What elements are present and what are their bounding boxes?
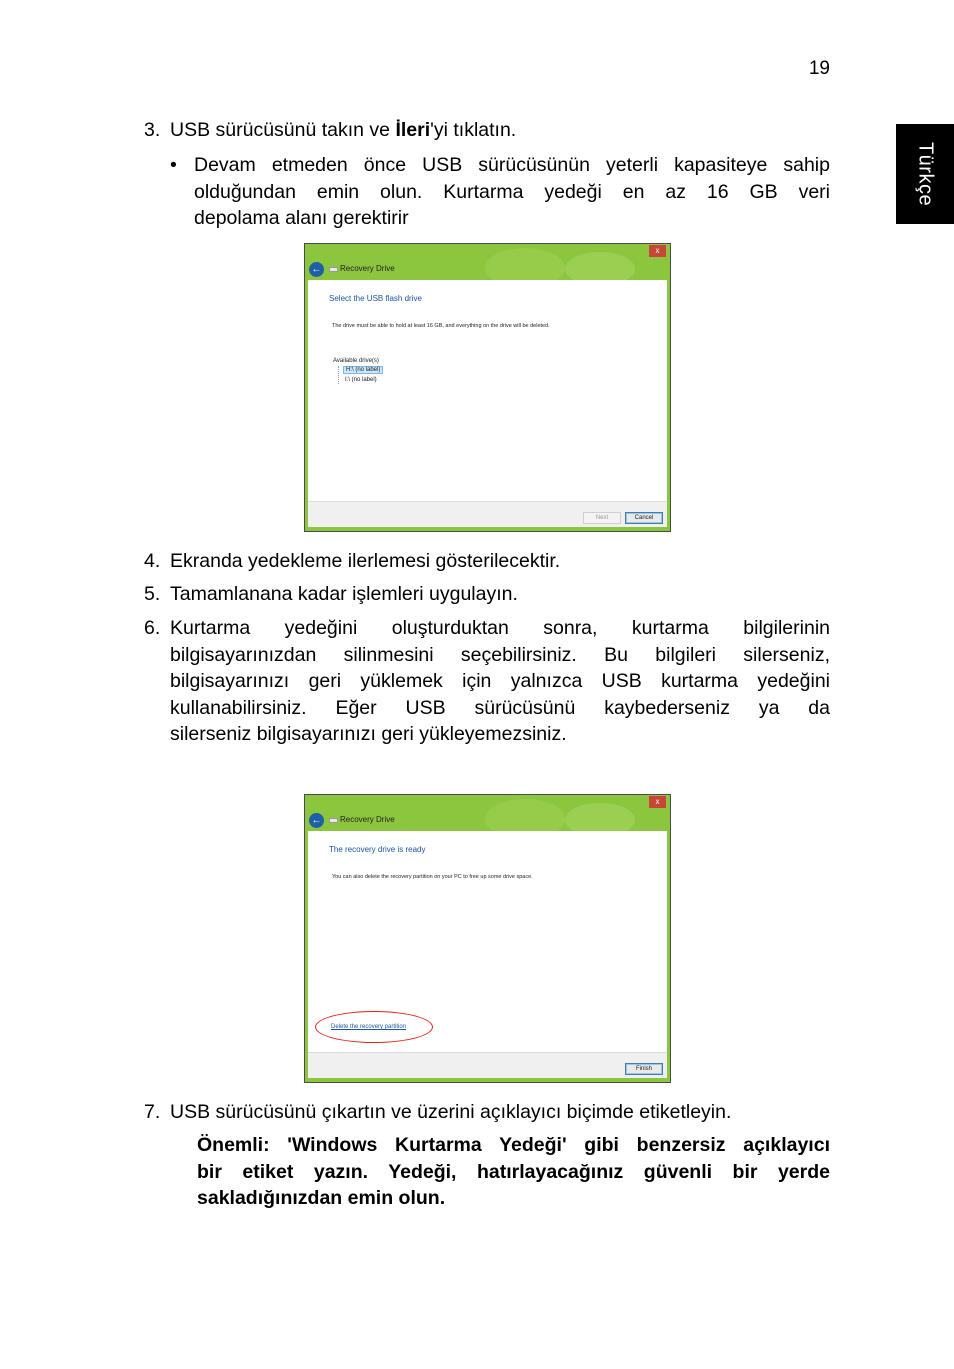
step-7 [144, 1099, 830, 1126]
close-icon[interactable]: x [649, 796, 666, 808]
step-6-line-1: Kurtarma yedeğini oluşturduktan sonra, kurtarma bilgilerinin [170, 617, 830, 639]
step-6-line-4: kullanabilirsiniz. Eğer USB sürücüsünü kaybederseniz ya da [170, 696, 830, 719]
finish-button[interactable]: Finish [625, 1063, 663, 1075]
step-6-line-5: silerseniz bilgisayarınızı geri yükleyemezsiniz. [170, 723, 567, 745]
delete-recovery-partition-link[interactable]: Delete the recovery partition [331, 1024, 407, 1030]
page-number: 19 [808, 58, 830, 79]
window-title: Recovery Drive [340, 815, 395, 824]
window-heading: The recovery drive is ready [329, 845, 426, 854]
step-3-text-after: 'yi tıklatın. [430, 119, 517, 141]
step-4-text: Ekranda yedekleme ilerlemesi gösterilecektir. [170, 550, 561, 572]
step-7-text: USB sürücüsünü çıkartın ve üzerini açıklayıcı biçimde etiketleyin. [170, 1101, 732, 1123]
recovery-drive-window-select [304, 243, 671, 532]
close-icon[interactable]: x [649, 245, 666, 257]
drive-icon [329, 818, 338, 823]
drive-option-h[interactable]: H:\ (no label) [343, 366, 383, 374]
drive-option-i[interactable]: I:\ (no label) [345, 377, 377, 383]
cancel-button[interactable]: Cancel [625, 512, 663, 524]
important-note [197, 1132, 830, 1212]
important-line-3: sakladığınızdan emin olun. [197, 1187, 446, 1209]
window-title-bar [305, 244, 670, 280]
step-3-bullet [170, 152, 830, 232]
step-4-number: 4. [144, 550, 161, 572]
highlight-oval [315, 1011, 433, 1043]
bullet-marker: • [170, 154, 177, 176]
step-7-number: 7. [144, 1101, 161, 1123]
step-5-number: 5. [144, 583, 161, 605]
window-title-bar [305, 795, 670, 831]
step-6-number: 6. [144, 617, 161, 639]
important-line-1: Önemli: 'Windows Kurtarma Yedeği' gibi benzersiz açıklayıcı [197, 1134, 830, 1156]
step-5 [144, 581, 830, 608]
recovery-drive-window-ready [304, 794, 671, 1083]
step-6-line-2: bilgisayarınızdan silinmesini seçebilirsiniz. Bu bilgileri silerseniz, [170, 643, 830, 666]
window-description: You can also delete the recovery partition on your PC to free up some drive space. [332, 874, 533, 880]
step-3 [144, 117, 830, 144]
next-button[interactable]: Next [583, 512, 621, 524]
drive-icon [329, 267, 338, 272]
step-6-line-3: bilgisayarınızı geri yüklemek için yalnızca USB kurtarma yedeğini [170, 670, 830, 692]
step-5-text: Tamamlanana kadar işlemleri uygulayın. [170, 583, 518, 605]
step-6 [144, 615, 830, 748]
language-tab [896, 124, 954, 224]
step-3-bold-next: İleri [395, 119, 431, 141]
window-title: Recovery Drive [340, 264, 395, 273]
important-line-2: bir etiket yazın. Yedeği, hatırlayacağınız güvenli bir yerde [197, 1160, 830, 1183]
step-4 [144, 548, 830, 575]
bullet-line-1: Devam etmeden önce USB sürücüsünün yeterli kapasiteye sahip [194, 154, 830, 176]
window-footer [308, 1052, 667, 1078]
drive-tree-label: Available drive(s) [333, 358, 379, 364]
language-tab-label: Türkçe [914, 141, 937, 207]
bullet-line-3: depolama alanı gerektirir [194, 207, 409, 229]
back-arrow-icon[interactable]: ← [309, 262, 324, 277]
back-arrow-icon[interactable]: ← [309, 813, 324, 828]
step-3-text-before: USB sürücüsünü takın ve [170, 119, 396, 141]
window-description: The drive must be able to hold at least 16 GB, and everything on the drive will be deleted. [332, 323, 550, 329]
window-heading: Select the USB flash drive [329, 294, 422, 303]
bullet-line-2: olduğundan emin olun. Kurtarma yedeği en az 16 GB veri [194, 180, 830, 203]
step-3-number: 3. [144, 119, 161, 141]
